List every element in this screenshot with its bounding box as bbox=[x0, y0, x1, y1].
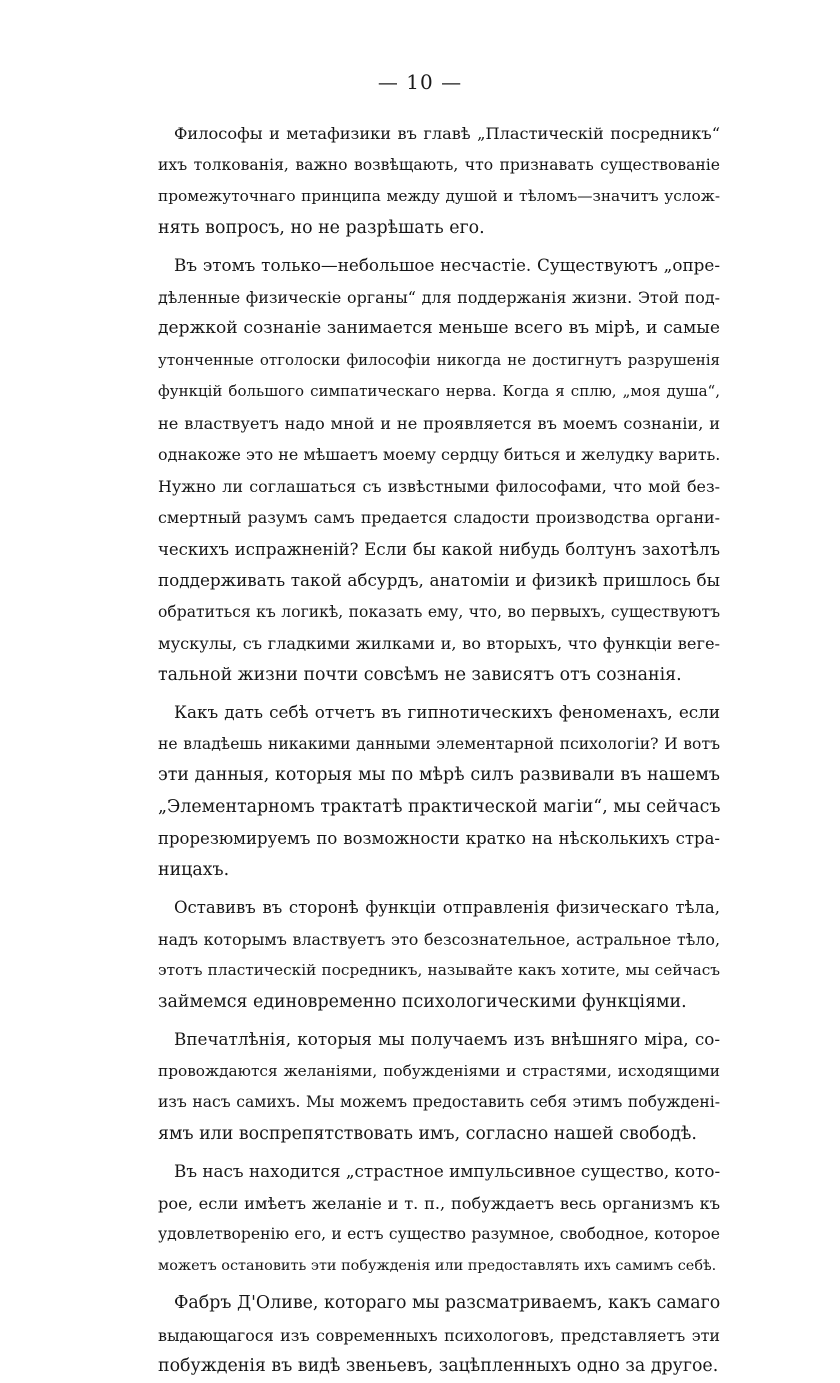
text-line: ницахъ. bbox=[158, 859, 230, 880]
text-line: обратиться къ логикѣ, показать ему, что, во первыхъ, существуютъ bbox=[158, 602, 720, 621]
text-line: займемся единовременно психологическими функціями. bbox=[158, 991, 687, 1012]
text-line: промежуточнаго принципа между душой и тѣломъ—значитъ услож- bbox=[158, 187, 720, 205]
paragraph-5 bbox=[158, 1024, 720, 1150]
page-number: — 10 — bbox=[377, 70, 463, 94]
paragraph-7 bbox=[158, 1288, 720, 1383]
text-line: утонченные отголоски философіи никогда не достигнутъ разрушенія bbox=[158, 350, 720, 369]
text-line: смертный разумъ самъ предается сладости производства органи- bbox=[158, 508, 720, 527]
text-line: прорезюмируемъ по возможности кратко на нѣсколькихъ стра- bbox=[158, 829, 720, 848]
text-line: надъ которымъ властвуетъ это безсознательное, астральное тѣло, bbox=[158, 929, 720, 949]
text-line: Оставивъ въ сторонѣ функціи отправленія физическаго тѣла, bbox=[174, 898, 720, 917]
text-line: Какъ дать себѣ отчетъ въ гипнотическихъ феноменахъ, если bbox=[174, 702, 720, 722]
text-line: эти данныя, которыя мы по мѣрѣ силъ развивали въ нашемъ bbox=[158, 765, 720, 785]
text-line: не властвуетъ надо мной и не проявляется въ моемъ сознаніи, и bbox=[158, 413, 720, 433]
text-line: ихъ толкованія, важно возвѣщають, что признавать существованіе bbox=[158, 155, 720, 174]
text-line: Фабръ Д'Оливе, котораго мы разсматриваемъ, какъ самаго bbox=[174, 1293, 721, 1313]
text-line: держкой сознаніе занимается меньше всего въ мірѣ, и самые bbox=[158, 318, 720, 338]
text-line: однакоже это не мѣшаетъ моему сердцу биться и желудку варить. bbox=[158, 445, 721, 464]
body-text bbox=[158, 118, 720, 1383]
text-line: рое, если имѣетъ желаніе и т. п., побуждаетъ весь организмъ къ bbox=[158, 1193, 720, 1213]
text-line: изъ насъ самихъ. Мы можемъ предоставить себя этимъ побужденi- bbox=[158, 1093, 720, 1111]
paragraph-4 bbox=[158, 892, 720, 1018]
text-line: Въ насъ находится „страстное импульсивное существо, кото- bbox=[174, 1161, 721, 1181]
text-line: можетъ остановить эти побужденія или предоставлять ихъ самимъ себѣ. bbox=[158, 1257, 717, 1274]
paragraph-2 bbox=[158, 250, 720, 691]
text-line: Въ этомъ только—небольшое несчастіе. Существуютъ „опре- bbox=[174, 255, 720, 275]
text-line: Философы и метафизики въ главѣ „Пластическій посредникъ“ bbox=[174, 124, 720, 143]
text-line: Нужно ли соглашаться съ извѣстными философами, что мой без- bbox=[158, 476, 720, 496]
text-line: побужденія въ видѣ звеньевъ, зацѣпленныхъ одно за другое. bbox=[158, 1356, 719, 1376]
text-line: дѣленные физическіе органы“ для поддержанія жизни. Этой под- bbox=[158, 287, 720, 307]
text-line: ческихъ испражненій? Если бы какой нибудь болтунъ захотѣлъ bbox=[158, 539, 720, 559]
text-line: мускулы, съ гладкими жилками и, во вторыхъ, что функціи веге- bbox=[158, 634, 720, 653]
text-line: не владѣешь никакими данными элементарной психологіи? И вотъ bbox=[158, 734, 720, 753]
text-line: поддерживать такой абсурдъ, анатоміи и физикѣ пришлось бы bbox=[158, 570, 720, 590]
text-line: тальной жизни почти совсѣмъ не зависятъ отъ сознанія. bbox=[158, 664, 682, 685]
text-line: ямъ или воспрепятствовать имъ, согласно нашей свободѣ. bbox=[158, 1123, 697, 1144]
text-line: „Элементарномъ трактатѣ практической магіи“, мы сейчасъ bbox=[158, 796, 721, 817]
text-line: выдающагося изъ современныхъ психологовъ, представляетъ эти bbox=[158, 1325, 720, 1345]
text-line: этотъ пластическій посредникъ, называйте какъ хотите, мы сейчасъ bbox=[158, 961, 720, 979]
text-line: удовлетворенію его, и естъ существо разумное, свободное, которое bbox=[158, 1225, 720, 1243]
text-line: провождаются желаніями, побужденіями и страстями, исходящими bbox=[158, 1061, 720, 1080]
text-line: Впечатлѣнія, которыя мы получаемъ изъ внѣшняго міра, со- bbox=[174, 1029, 720, 1049]
paragraph-1 bbox=[158, 118, 720, 244]
paragraph-6 bbox=[158, 1156, 720, 1282]
paragraph-3 bbox=[158, 697, 720, 886]
text-line: нять вопросъ, но не разрѣшать его. bbox=[158, 217, 485, 238]
text-line: функцій большого симпатическаго нерва. Когда я сплю, „моя душа“, bbox=[158, 382, 720, 400]
